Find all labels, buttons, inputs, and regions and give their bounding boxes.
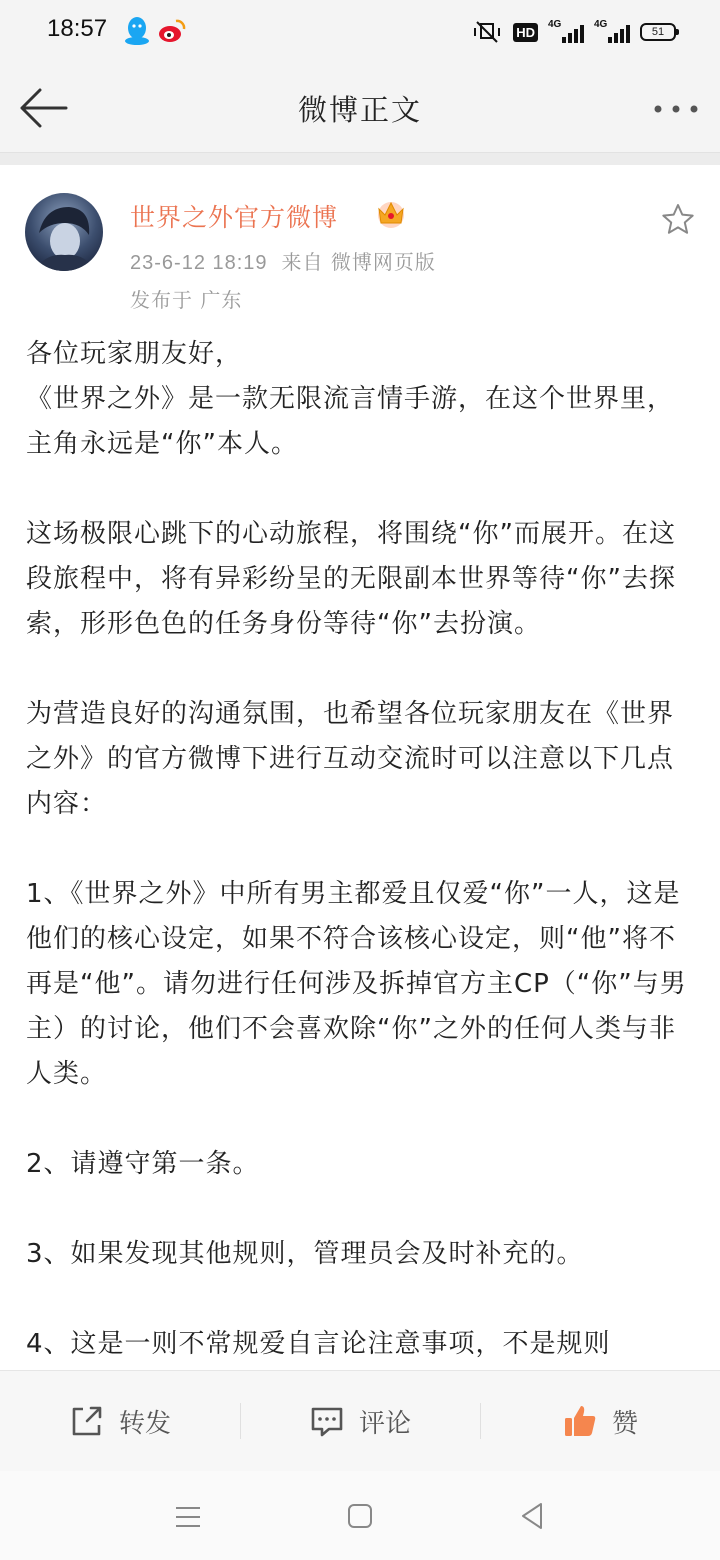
post-paragraph: 这场极限心跳下的心动旅程，将围绕“你”而展开。在这段旅程中，将有异彩纷呈的无限副本世界等待“你”去探索，形形色色的任务身份等待“你”去扮演。 bbox=[26, 519, 676, 639]
comment-button[interactable] bbox=[240, 1371, 480, 1471]
hd-badge: HD bbox=[513, 23, 538, 42]
thumbs-up-icon bbox=[562, 1403, 598, 1439]
post-paragraph: 3、如果发现其他规则，管理员会及时补充的。 bbox=[26, 1239, 584, 1269]
author-name[interactable]: 世界之外官方微博 bbox=[130, 203, 339, 232]
like-button[interactable] bbox=[480, 1371, 720, 1471]
more-icon[interactable] bbox=[652, 94, 700, 124]
signal-icon bbox=[548, 19, 584, 45]
net-label: 4G bbox=[548, 19, 562, 30]
comment-icon bbox=[309, 1403, 345, 1439]
avatar[interactable] bbox=[25, 193, 103, 271]
like-label: 赞 bbox=[611, 1408, 638, 1439]
battery-icon bbox=[640, 23, 676, 41]
nav-bar bbox=[0, 64, 720, 153]
mute-vibrate-icon bbox=[471, 20, 503, 44]
crown-vip-icon bbox=[374, 197, 408, 229]
post-paragraph: 为营造良好的沟通氛围，也希望各位玩家朋友在《世界之外》的官方微博下进行互动交流时可以注意以下几点内容： bbox=[26, 699, 675, 819]
post-paragraph: 4、这是一则不常规爱自言论注意事项，不是规则 bbox=[26, 1329, 611, 1359]
qq-icon bbox=[124, 16, 150, 46]
comment-label: 评论 bbox=[358, 1408, 411, 1439]
home-icon[interactable] bbox=[347, 1503, 373, 1529]
repost-label: 转发 bbox=[118, 1408, 171, 1439]
page-title: 微博正文 bbox=[297, 93, 422, 127]
repost-icon bbox=[69, 1403, 105, 1439]
post-paragraph: 1、《世界之外》中所有男主都爱且仅爱“你”一人，这是他们的核心设定，如果不符合该核心设定，则“他”将不再是“他”。请勿进行任何涉及拆掉官方主CP（“你”与男主）的讨论，他们不会喜欢除“你”之外的任何人类与非人类。 bbox=[26, 879, 687, 1089]
battery-level: 51 bbox=[651, 26, 665, 38]
system-back-icon[interactable] bbox=[519, 1501, 545, 1531]
net-label: 4G bbox=[594, 19, 608, 30]
post-source: 来自 微博网页版 bbox=[281, 250, 436, 274]
post-time: 23-6-12 18:19 bbox=[130, 252, 268, 274]
action-bar bbox=[0, 1370, 720, 1471]
weibo-icon bbox=[158, 18, 186, 44]
divider bbox=[0, 153, 720, 165]
post-paragraph: 2、请遵守第一条。 bbox=[26, 1149, 260, 1179]
post-body bbox=[26, 332, 698, 1370]
system-nav-bar bbox=[0, 1471, 720, 1560]
repost-button[interactable] bbox=[0, 1371, 240, 1471]
post-paragraph: 各位玩家朋友好， 《世界之外》是一款无限流言情手游，在这个世界里，主角永远是“你”本人。 bbox=[26, 339, 675, 459]
status-bar bbox=[0, 0, 720, 64]
signal-icon bbox=[594, 19, 630, 45]
status-icons bbox=[471, 18, 676, 46]
status-time: 18:57 bbox=[47, 15, 108, 42]
post-meta bbox=[130, 246, 436, 275]
post-location: 发布于 广东 bbox=[130, 288, 243, 312]
favorite-star-icon[interactable] bbox=[660, 202, 696, 238]
recent-apps-icon[interactable] bbox=[174, 1505, 202, 1529]
